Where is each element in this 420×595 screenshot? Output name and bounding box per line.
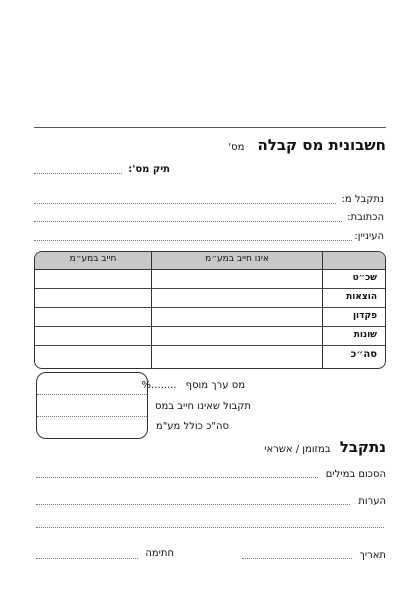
date-field[interactable] [242, 558, 352, 559]
received-title: נתקבל [339, 438, 386, 456]
received-title-row [264, 437, 386, 456]
header-vat-exempt: אינו חייב במע״מ [205, 254, 269, 264]
payment-method: במזומן / אשראי [264, 444, 331, 455]
row-label-expenses: הוצאות [346, 292, 377, 302]
received-from-field[interactable] [34, 203, 336, 204]
top-rule [34, 127, 386, 128]
date-label: תאריך [359, 550, 386, 561]
vat-percent[interactable]: ........% [141, 380, 177, 391]
row-label-misc: שונות [353, 330, 377, 340]
notes-label: הערות [358, 496, 386, 507]
header-vat-liable: חייב במע״מ [69, 254, 117, 264]
row-divider [35, 345, 385, 346]
signature-label: חתימה [145, 548, 174, 559]
column-divider [151, 252, 152, 368]
subject-field[interactable] [34, 240, 352, 241]
row-label-total: סה״כ [350, 349, 377, 360]
column-divider [322, 252, 323, 368]
amount-words-label: הסכום במילים [325, 469, 386, 480]
tax-file-field[interactable] [34, 173, 122, 174]
total-incl-vat-label: סה"כ כולל מע"מ [155, 421, 229, 432]
not-liable-label: תקבול שאינו חייב במס [155, 401, 251, 412]
row-divider [35, 307, 385, 308]
vat-box-divider [37, 394, 147, 395]
row-divider [35, 326, 385, 327]
signature-field[interactable] [36, 558, 138, 559]
notes-field-line-2[interactable] [36, 527, 384, 528]
vat-label: מס ערך מוסף [185, 380, 245, 391]
row-label-fees: שכ״ט [352, 273, 377, 283]
form-title: חשבונית מס קבלה [257, 136, 386, 154]
received-from-label: נתקבל מ: [341, 194, 384, 205]
fee-table [34, 251, 386, 369]
row-divider [35, 288, 385, 289]
address-label: הכתובת: [347, 212, 384, 223]
subject-label: העיניין: [354, 231, 384, 242]
address-field[interactable] [34, 221, 342, 222]
vat-amounts-box[interactable] [36, 372, 148, 439]
amount-words-field[interactable] [36, 477, 318, 478]
row-label-deposit: פקדון [352, 311, 377, 321]
form-title-row [228, 135, 386, 154]
form-number-label: מס' [228, 142, 245, 153]
vat-box-divider [37, 416, 147, 417]
vat-row [142, 380, 245, 391]
tax-file-label: תיק מס': [128, 164, 170, 175]
notes-field[interactable] [36, 504, 350, 505]
